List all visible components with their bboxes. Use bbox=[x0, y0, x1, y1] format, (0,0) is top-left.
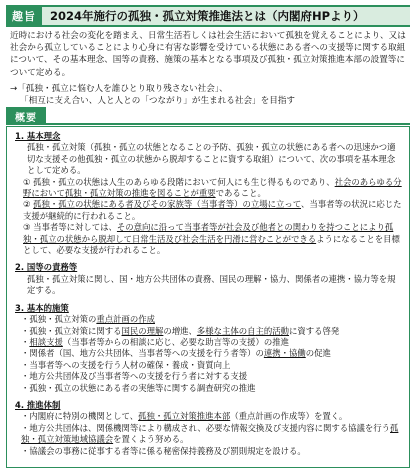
measure-1-text: 孤独・孤立対策の bbox=[29, 314, 97, 325]
framework-1-emphasis: 孤独・孤立対策推進本部 bbox=[138, 411, 231, 422]
principle-2-end: 、当事者等の状況に応じた支援が継続的に行われること。 bbox=[23, 199, 402, 221]
measure-4-end: の促進 bbox=[305, 348, 331, 359]
measure-item-1 bbox=[15, 314, 403, 325]
framework-item-2 bbox=[15, 423, 403, 446]
framework-2-text: 地方公共団体は、関係機関等により構成され、必要な情報交換及び支援内容に関する協議を行う bbox=[29, 422, 391, 433]
intro-section bbox=[10, 30, 408, 107]
section-basic-principles-title: 1. 基本理念 bbox=[15, 131, 61, 141]
measure-1-emphasis: 重点計画の作成 bbox=[96, 314, 155, 325]
goal-statement bbox=[10, 83, 408, 107]
measure-4-text: 関係者（国、地方公共団体、当事者等への支援を行う者等）の bbox=[29, 348, 264, 359]
principle-2-text: ② bbox=[23, 199, 34, 210]
intro-body: 近時における社会の変化を踏まえ、日常生活若しくは社会生活において孤独を覚えることにより、又は社会から孤立していることにより心身に有害な影響を受けている状態にある者への支援等に関する取組について、その基本理念、国等の責務、施策の基本となる事項及び孤独・孤立対策推進本部の設置等について定める。 bbox=[10, 31, 406, 78]
title-header bbox=[6, 5, 410, 27]
framework-2-emphasis: 孤独・孤立対策地域協議会 bbox=[21, 422, 399, 445]
measure-item-7: ・ 孤独・孤立の状態にある者の実態等に関する調査研究の推進 bbox=[15, 383, 403, 394]
measure-2-emphasis-a: 国民の理解 bbox=[121, 325, 164, 336]
measure-item-4 bbox=[15, 348, 403, 359]
framework-1-text: 内閣府に特別の機関として、 bbox=[29, 411, 139, 422]
measure-3-emphasis: 相談支援 bbox=[29, 336, 63, 347]
overview-box bbox=[6, 126, 410, 468]
measure-2-emphasis-b: 多様な主体の自主的活動 bbox=[196, 325, 289, 336]
measure-2-mid: の増進、 bbox=[163, 325, 197, 336]
framework-item-3: ・ 協議会の事務に従事する者等に係る秘密保持義務及び罰則規定を設ける。 bbox=[15, 446, 403, 457]
section-framework-title: 4. 推進体制 bbox=[15, 399, 61, 410]
principle-item-1 bbox=[15, 177, 403, 200]
principle-2-emphasis: 孤独・孤立の状態にある者及びその家族等（当事者等）の立場に立って bbox=[33, 199, 302, 210]
overview-tag: 概要 bbox=[6, 107, 46, 125]
page-title: 2024年施行の孤独・孤立対策推進法とは（内閣府HPより） bbox=[42, 5, 410, 27]
section-basic-principles-body: 孤独・孤立対策（孤独・孤立の状態となることの予防、孤独・孤立の状態にある者への迅速かつ適切な支援その他孤独・孤立の状態から脱却することに資する取組）について、次の事項を基本理念として定める。 bbox=[27, 142, 396, 176]
measure-item-6: ・ 地方公共団体及び当事者等への支援を行う者に対する支援 bbox=[15, 371, 403, 382]
goal-line-2: 「相互に支え合い、人と人との「つながり」が生まれる社会」を目指す bbox=[20, 96, 296, 107]
goal-line-1: →「孤独・孤立に悩む人を誰ひとり取り残さない社会」、 bbox=[10, 83, 228, 94]
section-responsibilities-title: 2. 国等の責務等 bbox=[15, 262, 78, 273]
principle-1-text: ① 孤独・孤立の状態は人生のあらゆる段階において何人にも生じ得るものであり、 bbox=[23, 176, 335, 187]
principle-item-2 bbox=[15, 199, 403, 222]
principle-item-3 bbox=[15, 222, 403, 256]
section-responsibilities-body: 孤独・孤立対策に関し、国・地方公共団体の責務、国民の理解・協力、関係者の連携・協力等を規定する。 bbox=[27, 273, 396, 296]
measure-2-end: に資する啓発 bbox=[289, 325, 340, 336]
measure-3-text: （当事者等からの相談に応じ、必要な助言等の支援）の推進 bbox=[62, 336, 289, 347]
principle-3-end: ようになることを目標として、必要な支援が行われること。 bbox=[23, 233, 400, 256]
principle-3-emphasis: その意向に沿って当事者等が社会及び他者との関わりを持つことにより孤独・孤立の状態から脱却して日常生活及び社会生活を円滑に営むことができる bbox=[23, 222, 394, 244]
framework-1-end: （重点計画の作成等）を置く。 bbox=[230, 411, 348, 422]
principle-1-end: であること。 bbox=[215, 188, 266, 199]
principle-3-text: ③ 当事者等に対しては、 bbox=[23, 222, 117, 233]
principle-1-emphasis: 社会のあらゆる分野において孤独・孤立対策の推進を図ることが重要 bbox=[23, 176, 402, 199]
measure-item-2 bbox=[15, 326, 403, 337]
measure-2-text: 孤独・孤立対策に関する bbox=[29, 325, 122, 336]
measure-item-5: ・ 当事者等への支援を行う人材の確保・養成・資質向上 bbox=[15, 360, 403, 371]
framework-item-1 bbox=[15, 411, 403, 422]
measure-item-3 bbox=[15, 337, 403, 348]
overview-header-rule bbox=[46, 107, 410, 125]
measure-4-emphasis: 連携・協働 bbox=[263, 348, 306, 359]
section-basic-measures-title: 3. 基本的施策 bbox=[15, 302, 69, 313]
purpose-tag: 趣旨 bbox=[6, 5, 42, 27]
framework-2-end: を置くよう努める。 bbox=[113, 434, 189, 445]
overview-header bbox=[6, 107, 410, 125]
